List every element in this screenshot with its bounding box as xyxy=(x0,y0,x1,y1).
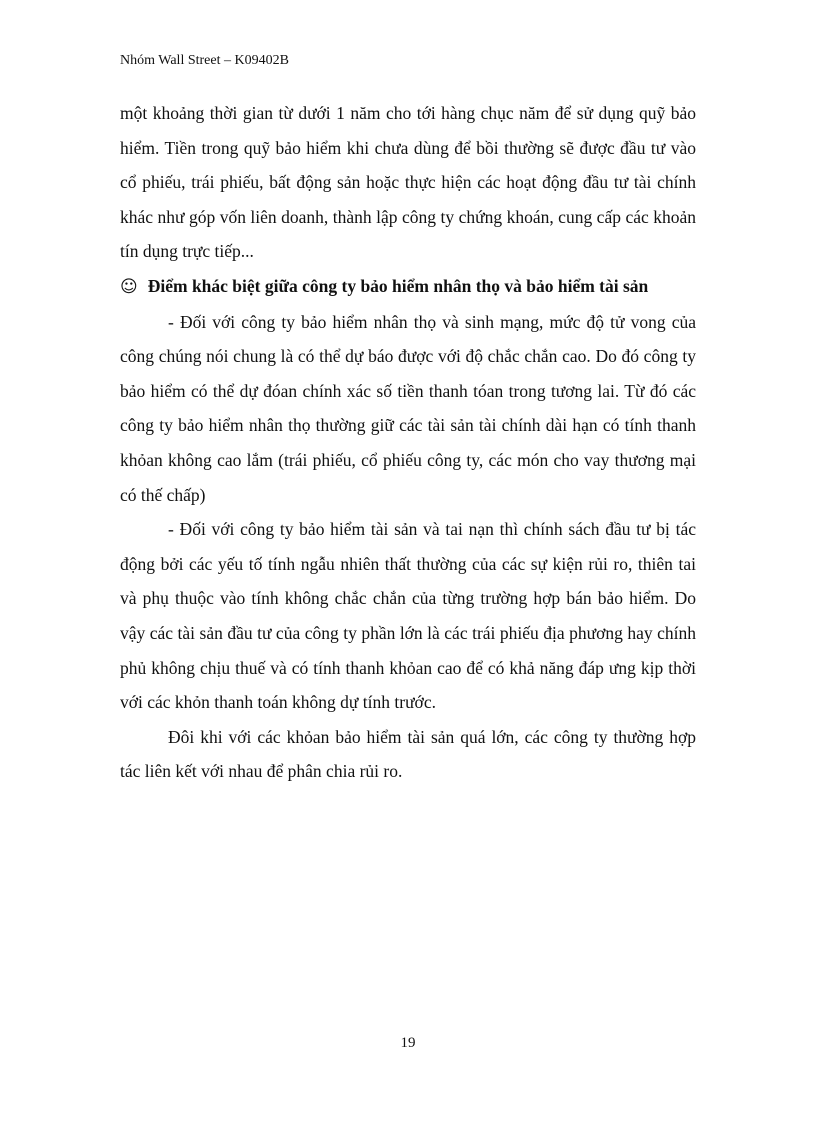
paragraph-property-insurance: - Đối với công ty bảo hiểm tài sản và tai nạn thì chính sách đầu tư bị tác động bởi các yếu tố tính ngẫu nhiên thất thường của các sự kiện rủi ro, thiên tai và phụ thuộc vào tính không chắc chắn của từng trường hợp bán bảo hiểm. Do vậy các tài sản đầu tư của công ty phần lớn là các trái phiếu địa phương hay chính phủ không chịu thuế và có tính thanh khỏan cao để có khả năng đáp ưng kịp thời với các khỏn thanh toán không dự tính trước. xyxy=(120,519,696,713)
paragraph-investment-fund: một khoảng thời gian từ dưới 1 năm cho tới hàng chục năm để sử dụng quỹ bảo hiểm. Tiền trong quỹ bảo hiểm khi chưa dùng để bồi thường sẽ được đầu tư vào cổ phiếu, trái phiếu, bất động sản hoặc thực hiện các hoạt động đầu tư tài chính khác như góp vốn liên doanh, thành lập công ty chứng khoán, cung cấp các khoản tín dụng trực tiếp... xyxy=(120,103,696,262)
page-number: 19 xyxy=(400,1035,416,1051)
paragraph-life-insurance: - Đối với công ty bảo hiểm nhân thọ và sinh mạng, mức độ tử vong của công chúng nói chung là có thể dự báo được với độ chắc chắn cao. Do đó công ty bảo hiểm có thể dự đóan chính xác số tiền thanh tóan trong tương lai. Từ đó các công ty bảo hiểm nhân thọ thường giữ các tài sản tài chính dài hạn có tính thanh khỏan không cao lắm (trái phiếu, cổ phiếu công ty, các món cho vay thương mại có thế chấp) xyxy=(120,311,696,505)
document-body xyxy=(120,96,696,789)
page-header: Nhóm Wall Street – K09402B xyxy=(120,53,289,68)
section-heading-text: Điểm khác biệt giữa công ty bảo hiểm nhân thọ và bảo hiểm tài sản xyxy=(147,275,649,296)
smiley-icon: ☺ xyxy=(120,276,138,297)
paragraph-risk-sharing: Đôi khi với các khỏan bảo hiểm tài sản quá lớn, các công ty thường hợp tác liên kết với nhau để phân chia rủi ro. xyxy=(120,726,696,782)
section-heading xyxy=(120,269,696,305)
